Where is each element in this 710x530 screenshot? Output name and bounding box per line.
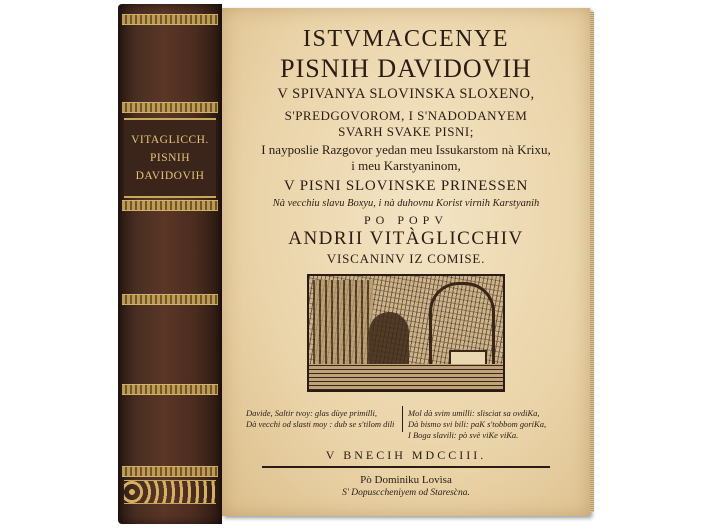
spine-label-line: VITAGLICCH.	[131, 134, 209, 146]
imprint-place: V BNECIH MDCCIII.	[325, 448, 487, 462]
author-name: ANDRII VITÀGLICCHIV	[288, 228, 524, 249]
spine-gilt-band	[122, 294, 218, 305]
subtitle-line: SVARH SVAKE PISNI;	[338, 124, 474, 139]
verse-divider	[402, 406, 403, 432]
title-line: PISNIH DAVIDOVIH	[280, 54, 532, 83]
verse-right: Mol dà svim umilli: slisciat sa ovdiKa, Dà bismo svi bili: paK s'tobbom goriKa, I Boga slavili: pò svè viKe viKa.	[408, 408, 547, 440]
spine-ornament	[124, 480, 216, 504]
printer-line: Pò Dominiku Lovìsa	[360, 474, 452, 486]
author-prefix: PO POPV	[363, 213, 449, 227]
spine-label-line: DAVIDOVIH	[135, 170, 205, 182]
subtitle-line: V PISNI SLOVINSKE PRINESSEN	[283, 178, 529, 194]
spine-gilt-band	[122, 14, 218, 25]
author-origin: VISCANINV IZ COMISE.	[326, 251, 486, 266]
subtitle-line: S'PREDGOVOROM, I S'NADODANYEM	[284, 108, 528, 123]
imprint-rule	[262, 466, 550, 468]
spine-gilt-band	[122, 384, 218, 395]
subtitle-line: V SPIVANYA SLOVINSKA SLOXENO,	[277, 86, 535, 102]
spine-gilt-band	[122, 200, 218, 211]
spine-label-line: PISNIH	[149, 152, 191, 164]
subtitle-line: I nayposlie Razgovor yedan meu Issukarstom nà Krixu,	[261, 142, 551, 157]
title-page	[222, 8, 590, 516]
permission-line: S' Dopusccheniyem od Staresc̀na.	[342, 488, 470, 498]
book-spine	[118, 4, 222, 524]
page-edges	[590, 12, 594, 512]
dedication-line: Nà vecchiu slavu Boxyu, i nà duhovnu Korist virnih Karstyanih	[272, 198, 540, 209]
title-line: ISTVMACCENYE	[302, 26, 509, 52]
spine-gilt-band	[122, 466, 218, 477]
woodcut-illustration	[307, 274, 505, 392]
verse-left: Davide, Saltir tvoy: glas dùye primilli, Dà vecchi od slasti moy : dub se s'tilom dili	[246, 408, 395, 429]
subtitle-line: i meu Karstyaninom,	[351, 158, 461, 173]
spine-label	[124, 118, 216, 198]
spine-gilt-band	[122, 102, 218, 113]
